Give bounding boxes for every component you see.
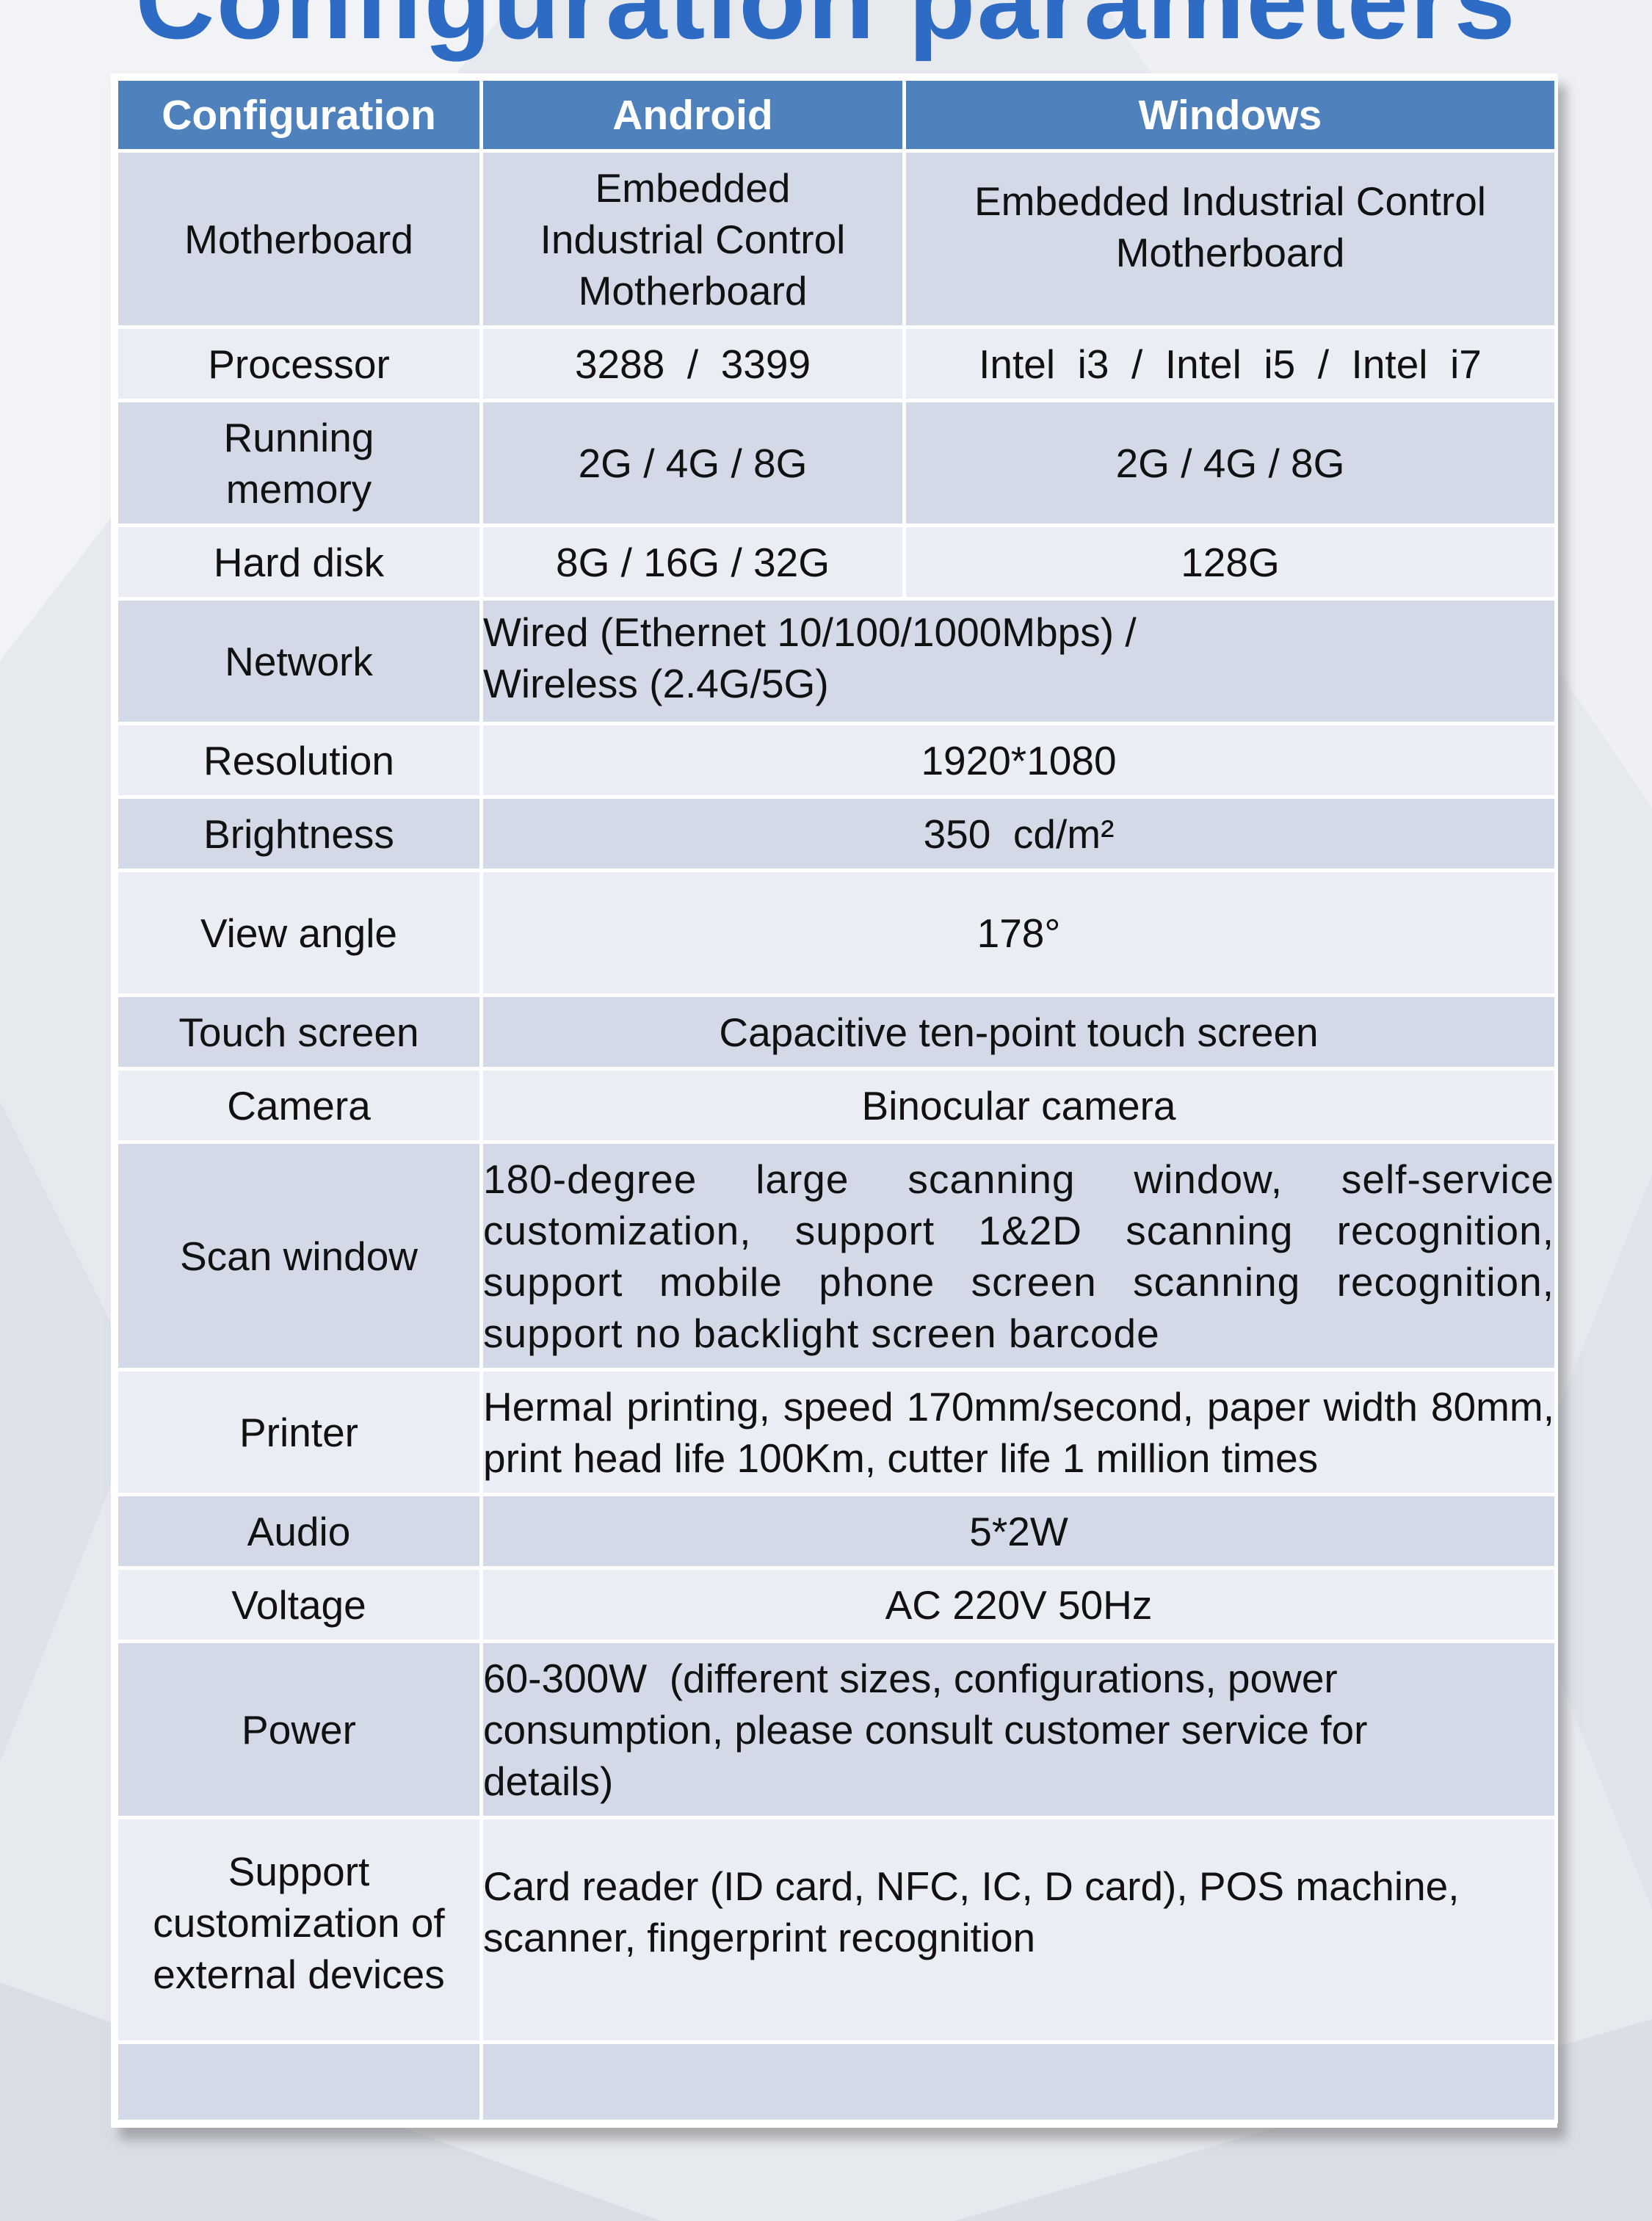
table-row-external-devices [117, 1818, 1557, 2043]
row-label: Audio [117, 1495, 482, 1568]
table-row-hard-disk [117, 526, 1557, 599]
brightness-value: 350 cd/m² [482, 797, 1557, 871]
row-label: Running memory [117, 401, 482, 526]
spec-table-card [111, 73, 1557, 2128]
voltage-value: AC 220V 50Hz [482, 1568, 1557, 1642]
android-value: 2G / 4G / 8G [482, 401, 905, 526]
row-label: Processor [117, 327, 482, 401]
row-label: Power [117, 1642, 482, 1818]
row-label: Motherboard [117, 151, 482, 327]
view-angle-value: 178° [482, 871, 1557, 996]
table-row-voltage [117, 1568, 1557, 1642]
audio-value: 5*2W [482, 1495, 1557, 1568]
printer-value: Hermal printing, speed 170mm/second, paper width 80mm, print head life 100Km, cutter life 1 million times [482, 1370, 1557, 1495]
row-label: Voltage [117, 1568, 482, 1642]
row-label: Hard disk [117, 526, 482, 599]
windows-value: Intel i3 / Intel i5 / Intel i7 [905, 327, 1557, 401]
table-row-running-memory [117, 401, 1557, 526]
header-windows: Windows [905, 79, 1557, 151]
table-header-row [117, 79, 1557, 151]
touch-screen-value: Capacitive ten-point touch screen [482, 996, 1557, 1069]
table-row-motherboard [117, 151, 1557, 327]
windows-value: 2G / 4G / 8G [905, 401, 1557, 526]
table-row-power [117, 1642, 1557, 1818]
page-title-fragment [0, 0, 1652, 4]
row-label: Camera [117, 1069, 482, 1142]
table-row-empty [117, 2043, 1557, 2122]
row-label: Brightness [117, 797, 482, 871]
android-value: 3288 / 3399 [482, 327, 905, 401]
row-label-empty [117, 2043, 482, 2122]
network-line-wireless: Wireless (2.4G/5G) [483, 660, 829, 706]
network-line-wired: Wired (Ethernet 10/100/1000Mbps) / [483, 609, 1137, 655]
row-label: Printer [117, 1370, 482, 1495]
row-label: Network [117, 599, 482, 724]
android-value: 8G / 16G / 32G [482, 526, 905, 599]
camera-value: Binocular camera [482, 1069, 1557, 1142]
table-row-brightness [117, 797, 1557, 871]
external-devices-value: Card reader (ID card, NFC, IC, D card), POS machine, scanner, fingerprint recognition [482, 1818, 1557, 2043]
header-configuration: Configuration [117, 79, 482, 151]
scan-window-value: 180-degree large scanning window, self-service customization, support 1&2D scanning recognition, support mobile phone screen scanning recognition, support no backlight screen barcode [482, 1142, 1557, 1370]
row-label: Touch screen [117, 996, 482, 1069]
table-row-view-angle [117, 871, 1557, 996]
table-row-printer [117, 1370, 1557, 1495]
row-label: Resolution [117, 724, 482, 797]
table-row-resolution [117, 724, 1557, 797]
row-label: Scan window [117, 1142, 482, 1370]
table-row-audio [117, 1495, 1557, 1568]
power-value: 60-300W (different sizes, configurations, power consumption, please consult customer service for details) [482, 1642, 1557, 1818]
resolution-value: 1920*1080 [482, 724, 1557, 797]
header-android: Android [482, 79, 905, 151]
table-row-scan-window [117, 1142, 1557, 1370]
table-row-network [117, 599, 1557, 724]
android-value: Embedded Industrial Control Motherboard [482, 151, 905, 327]
table-row-touch-screen [117, 996, 1557, 1069]
network-value [482, 599, 1557, 724]
table-row-processor [117, 327, 1557, 401]
windows-value: 128G [905, 526, 1557, 599]
row-label: View angle [117, 871, 482, 996]
windows-value: Embedded Industrial Control Motherboard [905, 151, 1557, 327]
row-label: Support customization of external devices [117, 1818, 482, 2043]
spec-table [115, 77, 1558, 2123]
empty-value [482, 2043, 1557, 2122]
table-row-camera [117, 1069, 1557, 1142]
